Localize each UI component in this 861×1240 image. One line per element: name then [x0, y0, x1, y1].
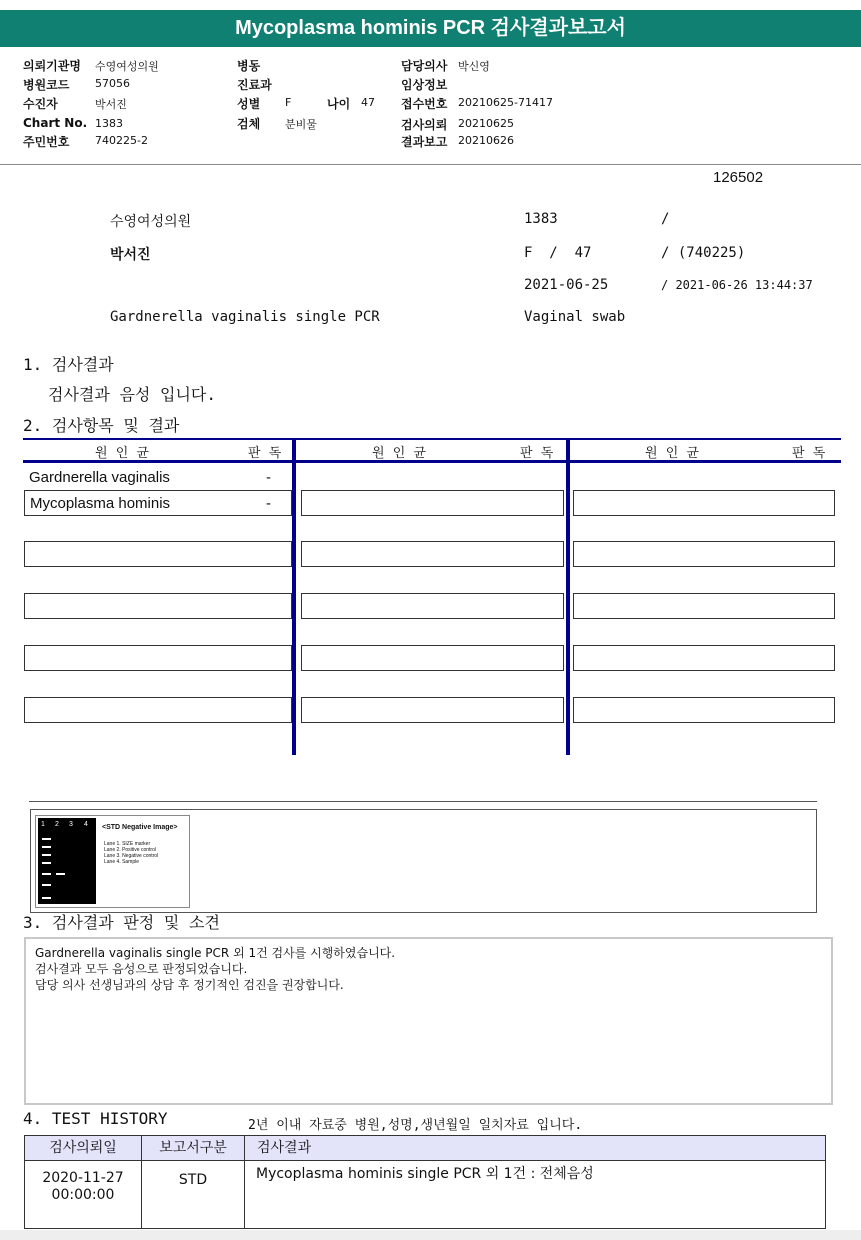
table-cell-empty — [573, 645, 835, 671]
history-note: 2년 이내 자료중 병원,성명,생년월일 일치자료 입니다. — [248, 1118, 583, 1133]
history-header-result: 검사결과 — [257, 1140, 312, 1156]
section-1-result: 검사결과 음성 입니다. — [48, 385, 217, 404]
label-report-date: 결과보고 — [401, 135, 448, 149]
gel-lane-4: 4 — [84, 821, 88, 828]
patient-chart-slash: / — [661, 211, 670, 227]
gel-title: <STD Negative Image> — [102, 824, 178, 831]
history-header-type: 보고서구분 — [142, 1136, 245, 1160]
section-1-title: 1. 검사결과 — [23, 355, 114, 374]
history-type: STD — [178, 1172, 208, 1188]
col-header-pathogen-3: 원 인 균 — [645, 446, 701, 461]
patient-request-date: 2021-06-25 — [524, 277, 609, 293]
patient-birth: / (740225) — [661, 245, 746, 261]
table-cell-empty — [301, 490, 564, 516]
history-date: 2020-11-27 — [42, 1170, 124, 1186]
table-cell-empty — [301, 645, 564, 671]
gel-legend-4: Lane 4. Sample — [104, 859, 140, 865]
pathogen-name: Mycoplasma hominis — [30, 495, 171, 512]
gel-image — [35, 815, 190, 908]
gel-legend-2: Lane 2. Positive control — [104, 847, 156, 853]
table-cell-empty — [573, 541, 835, 567]
gel-band — [42, 897, 51, 899]
label-receipt-number: 접수번호 — [401, 97, 448, 111]
section-3-title: 3. 검사결과 판정 및 소견 — [23, 913, 220, 932]
value-patient: 박서진 — [95, 98, 127, 111]
col-header-result-2: 판 독 — [520, 446, 556, 461]
history-time: 00:00:00 — [51, 1187, 115, 1203]
patient-hospital: 수영여성의원 — [110, 214, 192, 230]
value-age: 47 — [361, 96, 375, 109]
table-cell-empty — [24, 541, 292, 567]
table-cell-empty — [301, 697, 564, 723]
label-clinical-info: 임상정보 — [401, 78, 448, 92]
gel-top-rule — [29, 801, 817, 802]
label-request-date: 검사의뢰 — [401, 118, 448, 132]
history-col-divider — [244, 1160, 245, 1228]
header-divider — [0, 164, 861, 165]
table-top-rule — [23, 438, 841, 440]
label-chart-no: Chart No. — [23, 116, 88, 130]
patient-sex-age: F / 47 — [524, 245, 592, 261]
pathogen-result: - — [266, 495, 271, 512]
col-header-result-3: 판 독 — [792, 446, 828, 461]
pathogen-name: Gardnerella vaginalis — [29, 469, 170, 486]
value-hospital-code: 57056 — [95, 77, 130, 90]
opinion-text — [35, 945, 395, 993]
value-specimen: 분비물 — [285, 118, 317, 131]
gel-lane-1: 1 — [41, 821, 45, 828]
pathogen-result: - — [266, 469, 271, 486]
gel-legend-3: Lane 3. Negative control — [104, 853, 159, 859]
label-requesting-institution: 의뢰기관명 — [23, 59, 81, 73]
table-cell-empty — [301, 593, 564, 619]
col-header-result-1: 판 독 — [248, 446, 284, 461]
gel-lane-2: 2 — [55, 821, 59, 828]
col-header-pathogen-2: 원 인 균 — [372, 446, 428, 461]
gel-lane-3: 3 — [69, 821, 73, 828]
table-cell-empty — [573, 490, 835, 516]
table-cell-empty — [301, 541, 564, 567]
value-receipt-number: 20210625-71417 — [458, 96, 553, 109]
patient-chart: 1383 — [524, 211, 558, 227]
gel-band — [42, 862, 51, 864]
gel-band — [42, 884, 51, 886]
value-report-date: 20210626 — [458, 134, 514, 147]
table-cell-empty — [573, 697, 835, 723]
column-divider-1 — [292, 438, 296, 755]
gel-band — [42, 838, 51, 840]
patient-report-datetime: / 2021-06-26 13:44:37 — [661, 278, 813, 292]
label-hospital-code: 병원코드 — [23, 78, 70, 92]
opinion-line-3: 담당 의사 선생님과의 상담 후 정기적인 검진을 권장합니다. — [35, 978, 344, 992]
gel-band — [56, 873, 65, 875]
label-department: 진료과 — [237, 78, 272, 92]
label-ward: 병동 — [237, 59, 261, 73]
value-requesting-institution: 수영여성의원 — [95, 60, 159, 73]
patient-specimen: Vaginal swab — [524, 309, 626, 325]
column-divider-2 — [566, 438, 570, 755]
table-cell-empty — [24, 593, 292, 619]
label-patient: 수진자 — [23, 97, 58, 111]
opinion-box — [24, 937, 833, 1105]
history-col-divider — [141, 1160, 142, 1228]
opinion-line-1: Gardnerella vaginalis single PCR 외 1건 검사를 시행하였습니다. — [35, 946, 396, 960]
label-physician: 담당의사 — [401, 59, 448, 73]
gel-band — [42, 854, 51, 856]
section-4-title: 4. TEST HISTORY — [23, 1109, 168, 1128]
gel-band — [42, 873, 51, 875]
opinion-line-2: 검사결과 모두 음성으로 판정되었습니다. — [35, 962, 248, 976]
label-resident-number: 주민번호 — [23, 135, 70, 149]
label-sex: 성별 — [237, 97, 261, 111]
label-specimen: 검체 — [237, 117, 261, 131]
table-cell-empty — [24, 697, 292, 723]
table-cell-empty — [573, 593, 835, 619]
gel-legend-1: Lane 1. SIZE marker — [104, 841, 151, 847]
table-cell-empty — [24, 645, 292, 671]
value-resident-number: 740225-2 — [95, 134, 148, 147]
value-request-date: 20210625 — [458, 117, 514, 130]
report-title: Mycoplasma hominis PCR 검사결과보고서 — [0, 10, 861, 47]
history-header-date: 검사의뢰일 — [25, 1136, 142, 1160]
history-table — [24, 1135, 826, 1229]
value-sex: F — [285, 96, 292, 109]
patient-name: 박서진 — [110, 247, 151, 263]
history-row-date — [25, 1170, 141, 1204]
col-header-pathogen-1: 원 인 균 — [95, 446, 151, 461]
gel-band — [42, 846, 51, 848]
patient-test-name: Gardnerella vaginalis single PCR — [110, 309, 380, 325]
history-result: Mycoplasma hominis single PCR 외 1건 : 전체음성 — [256, 1166, 594, 1182]
label-age: 나이 — [327, 97, 351, 111]
patient-id: 126502 — [713, 169, 764, 186]
value-chart-no: 1383 — [95, 117, 123, 130]
page-bottom-strip — [0, 1230, 861, 1240]
section-2-title: 2. 검사항목 및 결과 — [23, 416, 180, 435]
value-physician: 박신영 — [458, 60, 490, 73]
gel-photo — [38, 818, 96, 904]
